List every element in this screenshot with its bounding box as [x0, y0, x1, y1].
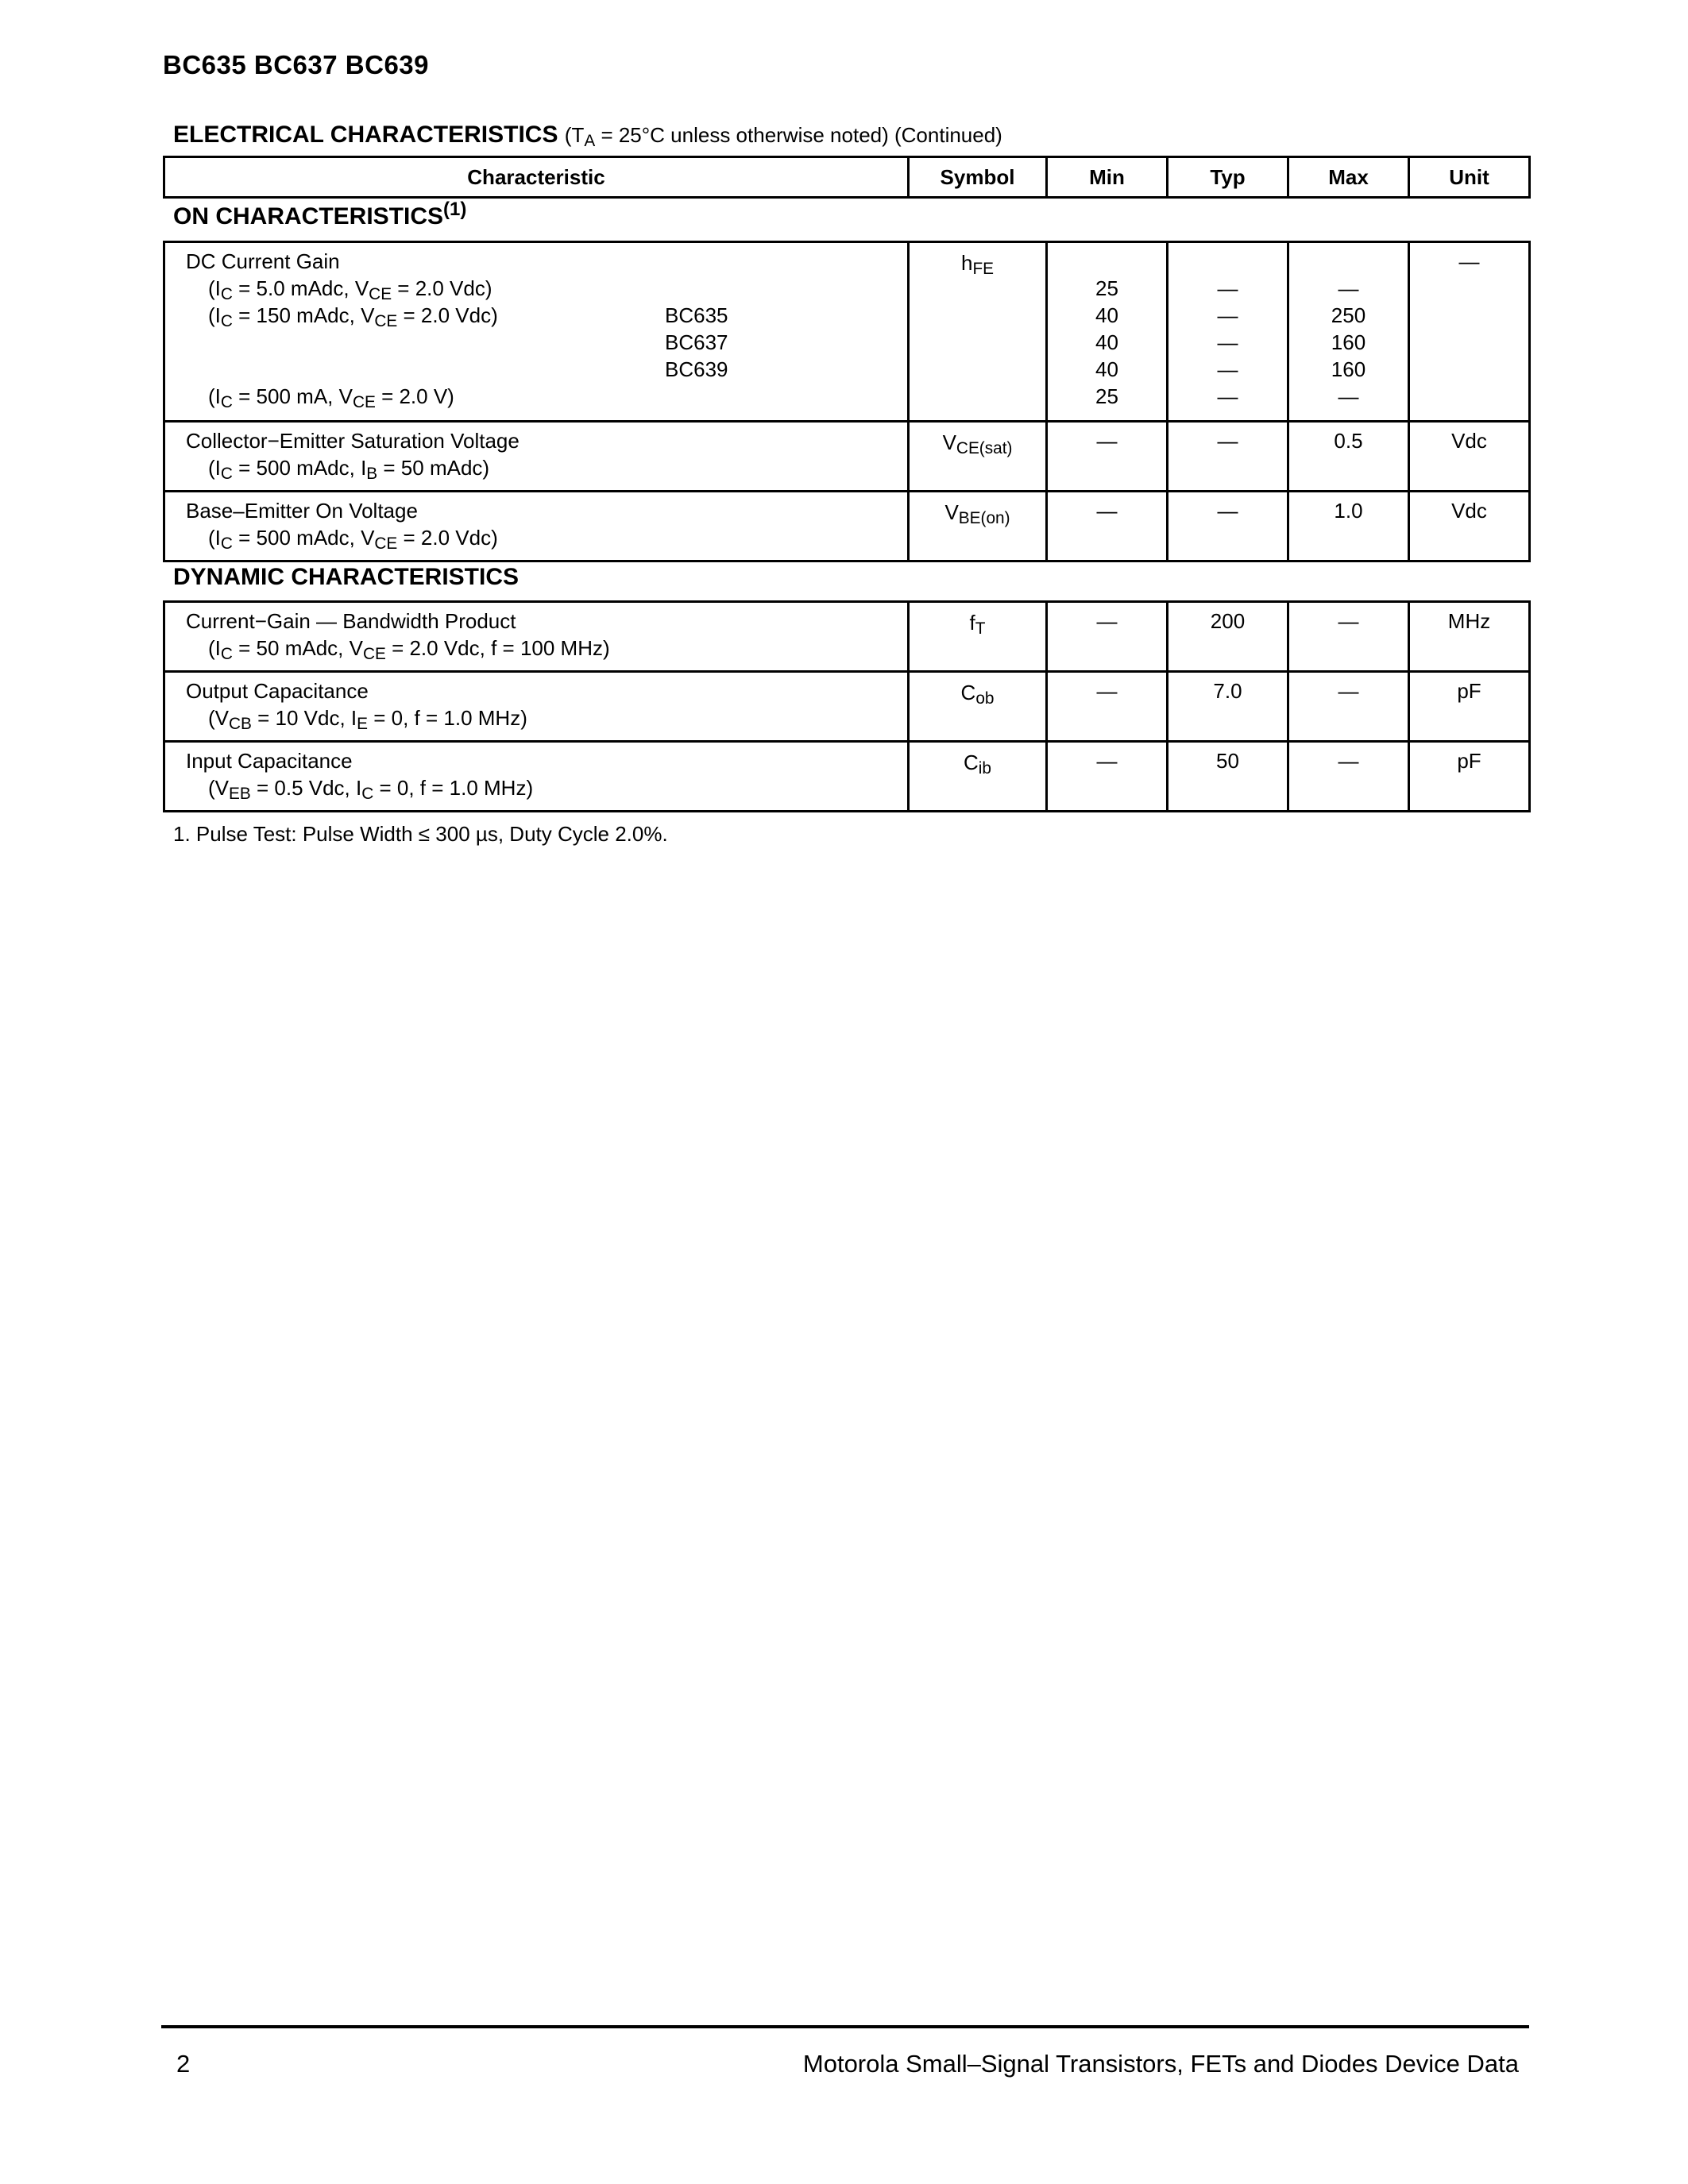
col-characteristic: Characteristic — [164, 157, 909, 198]
ft-max: — — [1288, 602, 1409, 672]
footnote: 1. Pulse Test: Pulse Width ≤ 300 µs, Duty Cycle 2.0%. — [173, 822, 668, 846]
column-header-table — [163, 156, 1531, 199]
dc-gain-label: DC Current Gain — [186, 249, 340, 273]
device-bc637: BC637 — [665, 330, 728, 354]
col-max: Max — [1288, 157, 1409, 198]
vce-sat-typ: — — [1168, 422, 1288, 492]
dc-gain-symbol: $h_{FE}$ — [909, 242, 1047, 422]
ft-label: Current−Gain — Bandwidth Product — [186, 609, 516, 633]
table-row — [164, 602, 1530, 672]
ft-condition: ($I_C = 50$ mAdc, $V_{CE} = 2.0$ Vdc, f = 100 MHz) — [208, 636, 610, 664]
cob-typ: 7.0 — [1168, 672, 1288, 742]
vce-sat-min: — — [1047, 422, 1168, 492]
dc-gain-characteristic — [164, 242, 909, 422]
device-bc639: BC639 — [665, 357, 728, 381]
dc-gain-condition-3: ($I_C = 500$ mA, $V_{CE} = 2.0$ V) — [208, 384, 454, 412]
ft-typ: 200 — [1168, 602, 1288, 672]
table-title-conditions: ($T_A = 25^\circ C$ unless otherwise noted) (Continued) — [564, 123, 1002, 151]
vce-sat-characteristic — [164, 422, 909, 492]
table-row — [164, 672, 1530, 742]
device-row — [186, 329, 907, 356]
cob-symbol: $C_{ob}$ — [909, 672, 1047, 742]
col-unit: Unit — [1409, 157, 1530, 198]
dynamic-characteristics-heading: DYNAMIC CHARACTERISTICS — [173, 564, 519, 590]
ft-characteristic — [164, 602, 909, 672]
dc-gain-typ: — — — — — — [1168, 242, 1288, 422]
ft-min: — — [1047, 602, 1168, 672]
table-title — [173, 122, 1002, 149]
vbe-on-typ: — — [1168, 492, 1288, 561]
cob-characteristic — [164, 672, 909, 742]
vbe-on-unit: Vdc — [1409, 492, 1530, 561]
dynamic-characteristics-table — [163, 600, 1531, 812]
dc-gain-condition-2: ($I_C = 150$ mAdc, $V_{CE} = 2.0$ Vdc) BC635 — [208, 303, 728, 331]
ft-symbol: $f_T$ — [909, 602, 1047, 672]
dc-gain-unit: — — [1409, 242, 1530, 422]
cib-typ: 50 — [1168, 742, 1288, 812]
cob-condition: ($V_{CB} = 10$ Vdc, $I_E = 0$, f = 1.0 MHz) — [208, 706, 527, 734]
cib-label: Input Capacitance — [186, 749, 353, 773]
dc-gain-condition-1: ($I_C = 5.0$ mAdc, $V_{CE} = 2.0$ Vdc) — [208, 276, 492, 304]
cib-min: — — [1047, 742, 1168, 812]
cib-condition: ($V_{EB} = 0.5$ Vdc, $I_C = 0$, f = 1.0 MHz) — [208, 776, 534, 804]
footer-publication: Motorola Small–Signal Transistors, FETs and Diodes Device Data — [802, 2050, 1519, 2078]
cob-min: — — [1047, 672, 1168, 742]
col-symbol: Symbol — [909, 157, 1047, 198]
col-min: Min — [1047, 157, 1168, 198]
footer-rule — [161, 2025, 1529, 2028]
ft-unit: MHz — [1409, 602, 1530, 672]
table-row — [164, 742, 1530, 812]
vbe-on-max: 1.0 — [1288, 492, 1409, 561]
vce-sat-condition: ($I_C = 500$ mAdc, $I_B = 50$ mAdc) — [208, 456, 490, 484]
cib-characteristic — [164, 742, 909, 812]
col-typ: Typ — [1168, 157, 1288, 198]
cob-unit: pF — [1409, 672, 1530, 742]
vce-sat-unit: Vdc — [1409, 422, 1530, 492]
dc-gain-min: 25 40 40 40 25 — [1047, 242, 1168, 422]
cib-symbol: $C_{ib}$ — [909, 742, 1047, 812]
vbe-on-min: — — [1047, 492, 1168, 561]
vbe-on-condition: ($I_C = 500$ mAdc, $V_{CE} = 2.0$ Vdc) — [208, 526, 498, 554]
vce-sat-max: 0.5 — [1288, 422, 1409, 492]
cib-max: — — [1288, 742, 1409, 812]
table-row — [164, 492, 1530, 561]
table-row — [164, 242, 1530, 422]
vbe-on-label: Base–Emitter On Voltage — [186, 499, 418, 523]
cob-max: — — [1288, 672, 1409, 742]
vbe-on-symbol: $V_{BE(on)}$ — [909, 492, 1047, 561]
on-characteristics-table — [163, 241, 1531, 562]
device-bc635: BC635 — [665, 303, 728, 327]
column-header-row — [164, 157, 1530, 198]
cib-unit: pF — [1409, 742, 1530, 812]
vbe-on-characteristic — [164, 492, 909, 561]
table-row — [164, 422, 1530, 492]
vce-sat-label: Collector−Emitter Saturation Voltage — [186, 429, 520, 453]
dc-gain-max: — 250 160 160 — — [1288, 242, 1409, 422]
device-row — [186, 356, 907, 383]
page-number: 2 — [176, 2050, 191, 2078]
vce-sat-symbol: $V_{CE(sat)}$ — [909, 422, 1047, 492]
part-numbers-header: BC635 BC637 BC639 — [163, 50, 430, 79]
cob-label: Output Capacitance — [186, 679, 369, 703]
table-title-main: ELECTRICAL CHARACTERISTICS — [173, 122, 558, 148]
on-characteristics-heading: ON CHARACTERISTICS$^{(1)}$ — [173, 199, 467, 230]
